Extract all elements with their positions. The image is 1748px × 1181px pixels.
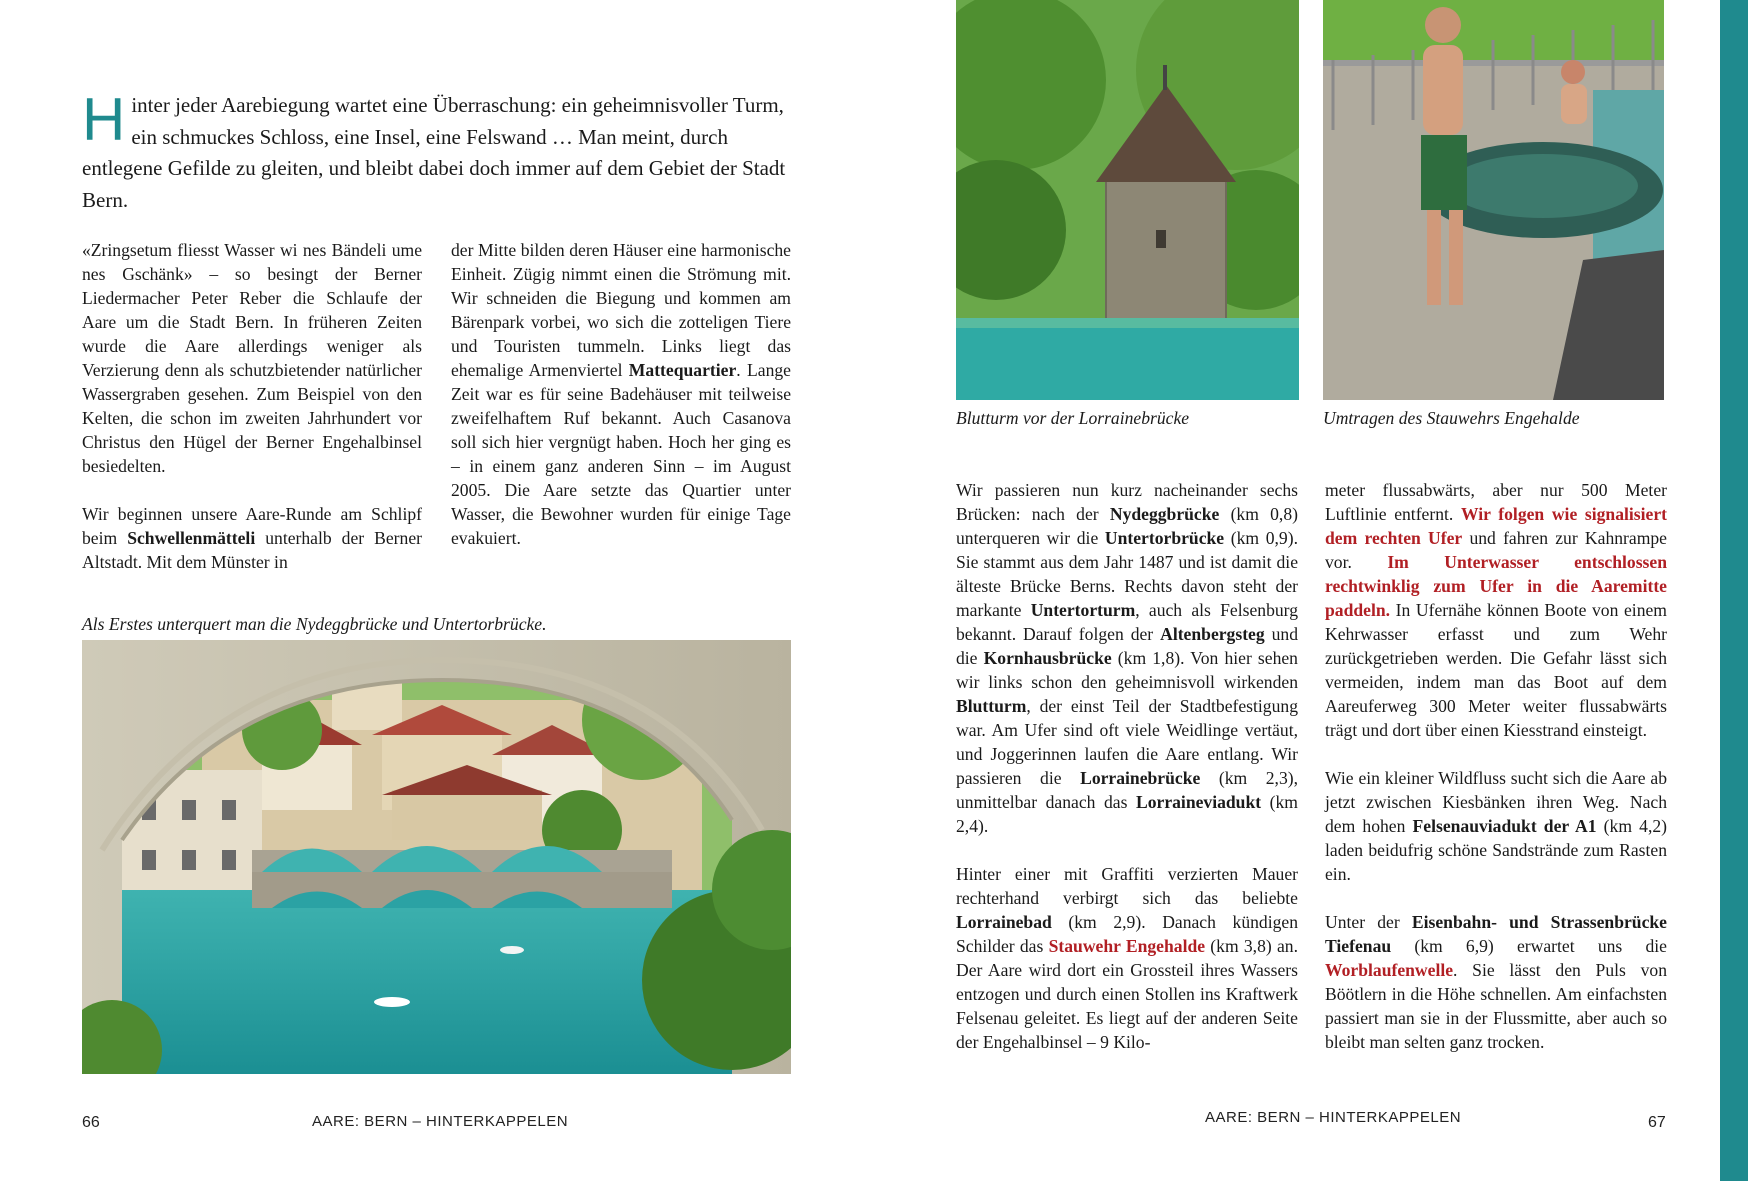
- col3-paragraph-2: [956, 862, 1298, 1054]
- text-run: (km 1,8). Von hier sehen wir links schon den geheimnisvoll wirkenden: [956, 648, 1298, 692]
- text-column-3: [956, 478, 1298, 1078]
- text-run: (km 2,3), unmittelbar danach das: [956, 768, 1298, 812]
- text-run: , der einst Teil der Stadtbefestigung war. Am Ufer sind oft viele Weidlinge vertäut, und Joggerinnen laufen die Aare entlang. Wir passieren die: [956, 696, 1298, 788]
- text-run: Unter der: [1325, 912, 1412, 932]
- photo-caption-stauwehr: Umtragen des Stauwehrs Engehalde: [1323, 408, 1580, 428]
- col4-paragraph-1: [1325, 478, 1667, 742]
- text-run: und fahren zur Kahnrampe vor.: [1325, 528, 1667, 572]
- accent-edge-bar: [1720, 0, 1748, 1181]
- text-run: (km 2,9). Danach kündigen Schilder das: [956, 912, 1298, 956]
- photo-caption-bridges: Als Erstes unterquert man die Nydeggbrücke und Untertorbrücke.: [82, 614, 547, 634]
- text-run: (km 3,8) an. Der Aare wird dort ein Grossteil ihres Wassers entzogen und durch einen Stollen ins Kraftwerk Felsenau geleitet. Es liegt auf der anderen Seite der Engehalbinsel – 9 Kilo-: [956, 936, 1298, 1052]
- text-column-1: [82, 238, 422, 598]
- photo-blutturm: [956, 0, 1299, 400]
- col4-paragraph-3: [1325, 910, 1667, 1054]
- bold-place-name: Lorraineviadukt: [1135, 792, 1262, 812]
- col2-paragraph-1: der Mitte bilden deren Häuser eine harmonische Einheit. Zügig nimmt einen die Strömung mit. Wir schneiden die Biegung und kommen am Bärenpark vorbei, wo sich die zotteligen Tiere und Touristen tummeln. Links liegt das ehemalige Armenviertel Mattequartier. Lange Zeit war es für seine Badehäuser mit teilweise zweifelhaftem Ruf bekannt. Auch Casanova soll sich hier vergnügt haben. Hoch her ging es – in einem ganz anderen Sinn – im August 2005. Die Aare setzte das Quartier unter Wasser, die Bewohner wurden für einige Tage evakuiert.: [451, 240, 791, 548]
- bold-place-name: Lorrainebrücke: [1080, 768, 1201, 788]
- stauwehr-illustration: [1323, 0, 1664, 400]
- page-number-left: 66: [82, 1114, 100, 1131]
- bold-place-name: Felsenauviadukt der A1: [1412, 816, 1597, 836]
- bold-place-name: Eisenbahn- und Strassenbrücke Tiefenau: [1325, 912, 1667, 956]
- highlighted-instruction: Stauwehr Engehalde: [1048, 936, 1206, 956]
- col4-paragraph-2: [1325, 766, 1667, 886]
- running-head-right: AARE: BERN – HINTERKAPPELEN: [1205, 1109, 1462, 1126]
- bold-place-name: Lorrainebad: [956, 912, 1052, 932]
- text-run: meter flussabwärts, aber nur 500 Meter Luftlinie entfernt.: [1325, 480, 1667, 524]
- highlighted-instruction: Wir folgen wie signalisiert dem rechten Ufer: [1325, 504, 1667, 548]
- text-run: . Sie lässt den Puls von Böötlern in die Höhe schnellen. Am einfachsten passiert man sie in der Flussmitte, aber auch so bleibt man selten ganz trocken.: [1325, 960, 1667, 1052]
- mattequartier-label: Mattequartier: [628, 360, 737, 380]
- text-run: In Ufernähe können Boote von einem Kehrwasser erfasst und zum Wehr zurückgetrieben werden. Die Gefahr lässt sich vermeiden, indem man das Boot auf dem Aareuferweg 300 Meter weiter flussabwärts trägt und dort über einen Kiesstrand einsteigt.: [1325, 600, 1667, 740]
- text-column-4: [1325, 478, 1667, 1078]
- text-run: Hinter einer mit Graffiti verzierten Mauer rechterhand verbirgt sich das beliebte: [956, 864, 1298, 908]
- text-run: (km 6,9) erwartet uns die: [1391, 936, 1667, 956]
- text-run: , auch als Felsenburg bekannt. Darauf folgen der: [956, 600, 1298, 644]
- bold-place-name: Blutturm: [956, 696, 1027, 716]
- text-run: und die: [956, 624, 1299, 668]
- text-run: (km 0,9). Sie stammt aus dem Jahr 1487 und ist damit die älteste Brücke Berns. Rechts davon steht der markante: [956, 528, 1298, 620]
- running-head-left: AARE: BERN – HINTERKAPPELEN: [312, 1113, 569, 1130]
- bold-place-name: Untertorbrücke: [1104, 528, 1225, 548]
- col3-paragraph-1: [956, 478, 1298, 838]
- intro-paragraph: [82, 86, 794, 216]
- intro-text: inter jeder Aarebiegung wartet eine Überraschung: ein geheimnisvoller Turm, ein schmuckes Schloss, eine Insel, eine Felswand … Man meint, durch entlegene Gefilde zu gleiten, und bleibt dabei doch immer auf dem Gebiet der Stadt Bern.: [82, 93, 786, 212]
- bold-place-name: Altenbergsteg: [1160, 624, 1265, 644]
- photo-caption-blutturm: Blutturm vor der Lorrainebrücke: [956, 408, 1190, 428]
- blutturm-illustration: [956, 0, 1299, 400]
- bridge-illustration: [82, 640, 791, 1074]
- text-run: Wie ein kleiner Wildfluss sucht sich die Aare ab jetzt zwischen Kiesbänken ihren Weg. Nach dem hohen: [1325, 768, 1667, 836]
- photo-stauwehr: [1323, 0, 1664, 400]
- text-run: Wir passieren nun kurz nacheinander sechs Brücken: nach der: [956, 480, 1298, 524]
- bold-place-name: Untertorturm: [1030, 600, 1136, 620]
- drop-cap: H: [82, 86, 126, 153]
- schwellenmaetteli-label: Schwellenmätteli: [127, 528, 256, 548]
- text-column-2: [451, 238, 791, 574]
- text-run: (km 2,4).: [956, 792, 1298, 836]
- text-run: (km 0,8) unterqueren wir die: [956, 504, 1298, 548]
- highlighted-instruction: Im Unterwasser entschlossen rechtwinklig zum Ufer in die Aaremitte paddeln.: [1325, 552, 1667, 620]
- bold-place-name: Kornhausbrücke: [983, 648, 1112, 668]
- bold-place-name: Nydeggbrücke: [1109, 504, 1220, 524]
- page-number-right: 67: [1648, 1114, 1666, 1131]
- col1-paragraph-1: «Zringsetum fliesst Wasser wi nes Bändeli ume nes Gschänk» – so besingt der Berner Liedermacher Peter Reber die Schlaufe der Aare um die Stadt Bern. In früheren Zeiten wurde die Aare allerdings weniger als Verzierung denn als schutzbietender natürlicher Wassergraben gesehen. Zum Beispiel von den Kelten, die schon im zweiten Jahrhundert vor Christus den Hügel der Berner Engehalbinsel besiedelten.: [82, 240, 422, 476]
- highlighted-instruction: Worblaufenwelle: [1325, 960, 1454, 980]
- text-run: (km 4,2) laden beidufrig schöne Sandstrände zum Rasten ein.: [1325, 816, 1667, 884]
- col1-paragraph-2: Wir beginnen unsere Aare-Runde am Schlipf beim Schwellenmätteli unterhalb der Berner Altstadt. Mit dem Münster in: [82, 504, 423, 572]
- photo-nydegg-bridge: [82, 640, 791, 1074]
